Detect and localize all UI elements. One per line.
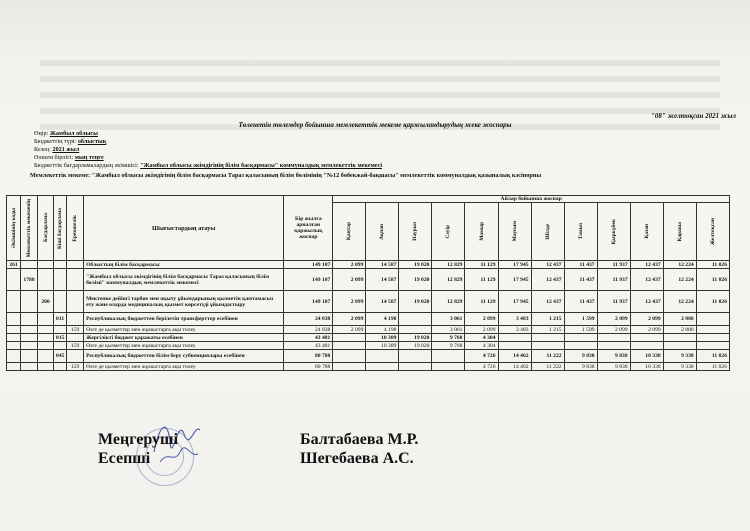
code-cell [21, 291, 38, 313]
total-cell: 149 107 [284, 269, 333, 291]
month-value-cell [597, 334, 630, 342]
month-value-cell: 4 304 [465, 342, 498, 350]
table-row [7, 334, 730, 342]
month-value-cell [366, 350, 399, 363]
code-cell [67, 350, 84, 363]
month-value-cell: 10 389 [366, 334, 399, 342]
header-code-1: Мемлекеттік мекеменің [21, 196, 38, 261]
month-value-cell: 19 020 [399, 334, 432, 342]
accountant-signature-name: Шегебаева А.С. [300, 450, 414, 467]
bleed-through-text [40, 60, 720, 130]
code-cell [54, 326, 67, 334]
code-cell [67, 334, 84, 342]
code-cell [7, 363, 21, 371]
month-value-cell: 2 099 [597, 313, 630, 326]
code-cell [54, 269, 67, 291]
header-code-2: Бағдарлама [38, 196, 54, 261]
month-value-cell: 2 099 [630, 313, 663, 326]
month-value-cell: 12 437 [630, 269, 663, 291]
month-value-cell [333, 350, 366, 363]
code-cell [38, 261, 54, 269]
month-value-cell: 1 215 [531, 326, 564, 334]
total-cell: 24 838 [284, 313, 333, 326]
name-cell: Мектепке дейінгі тәрбие мен оқыту ұйымдарының қызметін қамтамасыз ету және оларда медициналық қызмет көрсетуді ұйымдастыру [84, 291, 284, 313]
month-value-cell: 11 937 [597, 261, 630, 269]
code-cell: 045 [54, 350, 67, 363]
month-value-cell: 10 338 [630, 350, 663, 363]
total-cell: 149 107 [284, 291, 333, 313]
header-code-3: Кіші бағдарлама [54, 196, 67, 261]
month-value-cell: 2 099 [333, 261, 366, 269]
month-value-cell: 2 099 [333, 326, 366, 334]
table-row [7, 269, 730, 291]
month-value-cell: 9 338 [663, 363, 696, 371]
month-value-cell: 11 222 [531, 363, 564, 371]
month-value-cell: 2 099 [333, 269, 366, 291]
header-month: Сәуір [432, 203, 465, 261]
month-value-cell [696, 334, 729, 342]
month-value-cell: 12 829 [432, 269, 465, 291]
month-value-cell: 14 462 [498, 350, 531, 363]
code-cell [67, 291, 84, 313]
month-value-cell: 11 937 [597, 291, 630, 313]
header-month: Мамыр [465, 203, 498, 261]
meta-period: Кезең: 2021 жыл [34, 146, 80, 153]
month-value-cell [531, 334, 564, 342]
code-cell [54, 342, 67, 350]
month-value-cell: 12 437 [531, 261, 564, 269]
table-body [7, 261, 730, 371]
month-value-cell: 3 483 [498, 313, 531, 326]
table-header [7, 196, 730, 261]
month-value-cell: 11 437 [564, 269, 597, 291]
code-cell: 011 [54, 313, 67, 326]
code-cell [38, 334, 54, 342]
month-value-cell: 4 304 [465, 334, 498, 342]
month-value-cell: 11 129 [465, 291, 498, 313]
code-cell [7, 342, 21, 350]
month-value-cell: 19 020 [399, 261, 432, 269]
month-value-cell [399, 350, 432, 363]
name-cell: Республикалық бюджеттен білім беру субвенциялары есебінен [84, 350, 284, 363]
code-cell [67, 261, 84, 269]
month-value-cell: 9 768 [432, 342, 465, 350]
month-value-cell: 11 129 [465, 261, 498, 269]
month-value-cell: 2 099 [597, 326, 630, 334]
month-value-cell [498, 334, 531, 342]
name-cell: "Жамбыл облысы әкімдігінің білім басқармасы Тараз қаласының білім бөлімі" коммуналдық мемлекеттік мекемесі [84, 269, 284, 291]
code-cell [21, 261, 38, 269]
month-value-cell: 1 599 [564, 313, 597, 326]
month-value-cell: 9 838 [564, 363, 597, 371]
total-cell: 24 838 [284, 326, 333, 334]
month-value-cell [531, 342, 564, 350]
header-annual-plan: Бір жылға арналған қаржылық жоспар [284, 196, 333, 261]
header-month: Ақпан [366, 203, 399, 261]
code-cell [38, 326, 54, 334]
code-cell [38, 363, 54, 371]
table-row [7, 350, 730, 363]
month-value-cell [663, 342, 696, 350]
document-title: Төленетін төлемдер бойынша мемлекеттік мекеме қаржыландырудың жеке жоспары [238, 121, 512, 129]
month-value-cell: 1 215 [531, 313, 564, 326]
code-cell [54, 261, 67, 269]
accountant-signature-label: Есепші [98, 450, 151, 467]
head-signature-name: Балтабаева М.Р. [300, 431, 419, 448]
month-value-cell: 4 726 [465, 363, 498, 371]
code-cell [38, 313, 54, 326]
month-value-cell: 3 061 [432, 313, 465, 326]
month-value-cell [333, 342, 366, 350]
month-value-cell: 11 026 [696, 291, 729, 313]
name-cell: Облыстың білім басқармасы [84, 261, 284, 269]
code-cell [21, 363, 38, 371]
head-signature-label: Меңгеруші [98, 431, 179, 448]
total-cell: 43 481 [284, 334, 333, 342]
month-value-cell: 2 099 [333, 313, 366, 326]
month-value-cell: 1 599 [564, 326, 597, 334]
month-value-cell: 12 437 [630, 291, 663, 313]
name-cell: Жергілікті бюджет қаражаты есебінен [84, 334, 284, 342]
code-cell [21, 350, 38, 363]
month-value-cell: 11 222 [531, 350, 564, 363]
month-value-cell: 4 198 [366, 313, 399, 326]
month-value-cell: 12 829 [432, 291, 465, 313]
month-value-cell: 9 838 [597, 350, 630, 363]
code-cell [7, 326, 21, 334]
month-value-cell: 11 437 [564, 261, 597, 269]
month-value-cell: 11 129 [465, 269, 498, 291]
code-cell [38, 350, 54, 363]
month-value-cell: 10 338 [630, 363, 663, 371]
month-value-cell [399, 313, 432, 326]
month-value-cell: 11 026 [696, 261, 729, 269]
month-value-cell: 10 389 [366, 342, 399, 350]
month-value-cell [333, 363, 366, 371]
month-value-cell: 4 198 [366, 326, 399, 334]
month-value-cell: 3 061 [432, 326, 465, 334]
code-cell [54, 363, 67, 371]
month-value-cell: 14 587 [366, 291, 399, 313]
month-value-cell: 14 462 [498, 363, 531, 371]
month-value-cell: 14 587 [366, 269, 399, 291]
month-value-cell [399, 326, 432, 334]
month-value-cell: 9 338 [663, 350, 696, 363]
month-value-cell: 9 838 [597, 363, 630, 371]
total-cell: 43 481 [284, 342, 333, 350]
code-cell: 159 [67, 342, 84, 350]
code-cell [7, 334, 21, 342]
month-value-cell [696, 313, 729, 326]
month-value-cell: 3 483 [498, 326, 531, 334]
month-value-cell: 4 726 [465, 350, 498, 363]
total-cell: 80 788 [284, 363, 333, 371]
month-value-cell: 12 224 [663, 261, 696, 269]
code-cell [21, 313, 38, 326]
month-value-cell: 19 020 [399, 342, 432, 350]
code-cell [21, 326, 38, 334]
month-value-cell [399, 363, 432, 371]
month-value-cell [564, 342, 597, 350]
meta-administrator: Бюджеттік бағдарламалардың әкімшісі: "Жамбыл облысы әкімдігінің білім басқармасы" коммуналдық мемлекеттік мекемесі [34, 162, 383, 169]
code-cell [7, 269, 21, 291]
meta-budget-type: Бюджеттің түрі: облыстық [34, 138, 107, 145]
table-row [7, 261, 730, 269]
month-value-cell [597, 342, 630, 350]
header-month: Наурыз [399, 203, 432, 261]
name-cell: Өзге де қызметтер мен жұмыстарға ақы төлеу [84, 363, 284, 371]
month-value-cell: 11 026 [696, 363, 729, 371]
name-cell: Республикалық бюджеттен берілетін трансферттер есебінен [84, 313, 284, 326]
month-value-cell: 17 945 [498, 261, 531, 269]
month-value-cell: 2 099 [465, 326, 498, 334]
header-month: Қазан [630, 203, 663, 261]
code-cell: 1788 [21, 269, 38, 291]
code-cell: 015 [54, 334, 67, 342]
month-value-cell: 9 838 [564, 350, 597, 363]
meta-institution: Мемлекеттік мекеме: "Жамбыл облысы әкімдігінің білім басқармасы Тараз қаласының білім бөлімінің "№12 бөбекжай-бақшасы" мемлекеттік коммуналдық қазыналық кәсіпорны [30, 172, 542, 179]
code-cell [54, 291, 67, 313]
month-value-cell: 17 945 [498, 269, 531, 291]
month-value-cell: 11 026 [696, 269, 729, 291]
month-value-cell: 12 224 [663, 291, 696, 313]
month-value-cell: 2 099 [465, 313, 498, 326]
month-value-cell: 2 886 [663, 313, 696, 326]
code-cell [67, 269, 84, 291]
code-cell: 200 [38, 291, 54, 313]
month-value-cell [432, 350, 465, 363]
code-cell: 261 [7, 261, 21, 269]
table-row [7, 363, 730, 371]
financing-plan-table [6, 195, 730, 371]
month-value-cell [663, 334, 696, 342]
code-cell [7, 291, 21, 313]
table-row [7, 326, 730, 334]
code-cell [38, 269, 54, 291]
month-value-cell [630, 334, 663, 342]
header-month: Қараша [663, 203, 696, 261]
month-value-cell [366, 363, 399, 371]
month-value-cell: 12 829 [432, 261, 465, 269]
header-code-4: Ерекшелік [67, 196, 84, 261]
month-value-cell: 17 945 [498, 291, 531, 313]
month-value-cell [696, 342, 729, 350]
table-row [7, 313, 730, 326]
month-value-cell: 12 437 [531, 291, 564, 313]
month-value-cell: 14 587 [366, 261, 399, 269]
month-value-cell: 19 020 [399, 269, 432, 291]
month-value-cell [432, 363, 465, 371]
month-value-cell: 12 224 [663, 269, 696, 291]
month-value-cell: 12 437 [531, 269, 564, 291]
month-value-cell [696, 326, 729, 334]
month-value-cell: 2 099 [630, 326, 663, 334]
meta-region: Өңір: Жамбыл облысы [34, 130, 98, 137]
total-cell: 149 107 [284, 261, 333, 269]
month-value-cell: 2 099 [333, 291, 366, 313]
month-value-cell [564, 334, 597, 342]
meta-unit: Өлшем бірлігі: мың теңге [34, 154, 104, 161]
code-cell [7, 350, 21, 363]
month-value-cell: 11 026 [696, 350, 729, 363]
header-months-group: Айлар бойынша жоспар [333, 196, 730, 203]
header-month: Маусым [498, 203, 531, 261]
code-cell: 159 [67, 326, 84, 334]
header-month: Қыркүйек [597, 203, 630, 261]
code-cell [7, 313, 21, 326]
header-code-0: Әкімшінің коды [7, 196, 21, 261]
code-cell [38, 342, 54, 350]
header-month: Шілде [531, 203, 564, 261]
name-cell: Өзге де қызметтер мен жұмыстарға ақы төлеу [84, 326, 284, 334]
header-month: Қаңтар [333, 203, 366, 261]
name-cell: Өзге де қызметтер мен жұмыстарға ақы төлеу [84, 342, 284, 350]
month-value-cell: 2 886 [663, 326, 696, 334]
month-value-cell: 12 437 [630, 261, 663, 269]
header-month: Тамыз [564, 203, 597, 261]
header-expense-name: Шығыстардың атауы [84, 196, 284, 261]
month-value-cell [498, 342, 531, 350]
month-value-cell [333, 334, 366, 342]
month-value-cell [630, 342, 663, 350]
month-value-cell: 9 768 [432, 334, 465, 342]
month-value-cell: 11 937 [597, 269, 630, 291]
code-cell [21, 334, 38, 342]
document-date: "08" желтоқсан 2021 жыл [651, 112, 736, 120]
code-cell [21, 342, 38, 350]
header-month: Желтоқсан [696, 203, 729, 261]
code-cell [67, 313, 84, 326]
code-cell: 159 [67, 363, 84, 371]
table-row [7, 342, 730, 350]
table-row [7, 291, 730, 313]
month-value-cell: 11 437 [564, 291, 597, 313]
month-value-cell: 19 020 [399, 291, 432, 313]
total-cell: 80 788 [284, 350, 333, 363]
